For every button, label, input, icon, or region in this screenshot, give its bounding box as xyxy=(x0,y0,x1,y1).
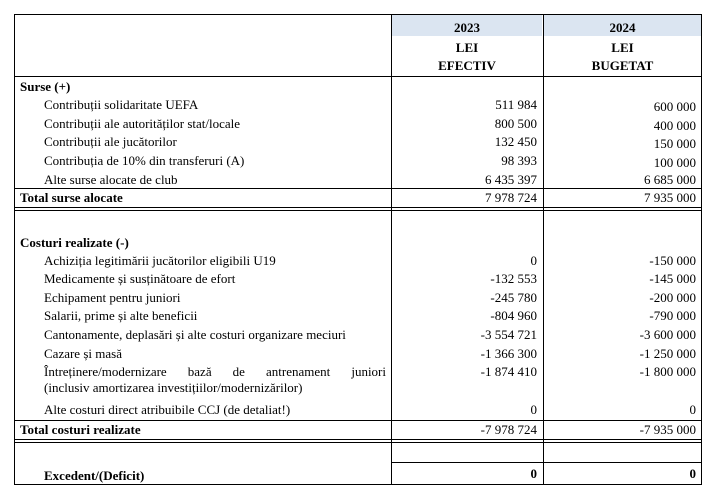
source-row-label: Contribuții ale autorităților stat/locale xyxy=(44,116,241,131)
cost-row-label: Cazare și masă xyxy=(44,346,122,361)
cost-row-label-continued: (inclusiv amortizarea investițiilor/modernizărilor) xyxy=(44,380,303,395)
sources-title: Surse (+) xyxy=(20,79,71,94)
cost-row-2023: 0 xyxy=(530,402,537,417)
cost-row-2024: -1 250 000 xyxy=(639,346,696,361)
cost-row-2024: -200 000 xyxy=(649,290,696,305)
cost-row-label: Întreținere/modernizare bază de antrenament juniori xyxy=(44,364,386,379)
table-bottom-border xyxy=(14,484,701,485)
cost-row-label: Alte costuri direct atribuibile CCJ (de detaliat!) xyxy=(44,402,291,417)
source-row-2024: 100 000 xyxy=(653,155,696,170)
header-type-2024: BUGETAT xyxy=(591,58,654,73)
cost-row-2023: -1 366 300 xyxy=(480,346,537,361)
costs-title: Costuri realizate (-) xyxy=(20,235,129,250)
cost-row-2024: -1 800 000 xyxy=(639,364,696,379)
cost-row-label: Medicamente și susținătoare de efort xyxy=(44,271,236,286)
sources-total-2023: 7 978 724 xyxy=(485,190,537,205)
costs-total-top-border xyxy=(14,420,701,421)
costs-total-2023: -7 978 724 xyxy=(480,422,537,437)
header-type-2023: EFECTIV xyxy=(438,58,496,73)
table-top-border xyxy=(14,14,701,15)
cost-row-label: Salarii, prime și alte beneficii xyxy=(44,308,198,323)
source-row-2024: 150 000 xyxy=(653,136,696,151)
source-row-2023: 98 393 xyxy=(501,153,537,168)
source-row-label: Contribuții solidaritate UEFA xyxy=(44,97,199,112)
source-row-label: Alte surse alocate de club xyxy=(44,172,178,187)
cost-row-2024: -150 000 xyxy=(649,253,696,268)
source-row-2023: 132 450 xyxy=(494,134,537,149)
source-row-2024: 400 000 xyxy=(653,118,696,133)
cost-row-2024: 0 xyxy=(689,402,696,417)
table-right-border xyxy=(701,14,702,485)
cost-row-label: Achiziția legitimării jucătorilor eligibili U19 xyxy=(44,253,276,268)
cost-row-2023: -245 780 xyxy=(490,290,537,305)
source-row-label: Contribuția de 10% din transferuri (A) xyxy=(44,153,245,168)
header-bottom-border xyxy=(14,76,701,77)
costs-total-label: Total costuri realizate xyxy=(20,422,141,437)
sources-total-2024: 7 935 000 xyxy=(644,190,696,205)
cost-row-2023: -1 874 410 xyxy=(480,364,537,379)
result-2024: 0 xyxy=(689,466,696,481)
cost-row-2024: -790 000 xyxy=(649,308,696,323)
result-2023: 0 xyxy=(530,466,537,481)
sources-total-bottom-border-1 xyxy=(14,207,701,208)
source-row-2024: 6 685 000 xyxy=(644,172,696,187)
cost-row-2023: -3 554 721 xyxy=(480,327,537,342)
result-top-border xyxy=(391,462,701,463)
header-currency-2023: LEI xyxy=(455,40,479,55)
source-row-2023: 511 984 xyxy=(495,97,537,112)
sources-total-top-border xyxy=(14,188,701,189)
costs-total-bottom-border-1 xyxy=(14,439,701,440)
source-row-2023: 6 435 397 xyxy=(485,172,537,187)
cost-row-label: Cantonamente, deplasări și alte costuri organizare meciuri xyxy=(44,327,346,342)
result-label: Excedent/(Deficit) xyxy=(44,468,145,483)
cost-row-2024: -145 000 xyxy=(649,271,696,286)
sources-total-label: Total surse alocate xyxy=(20,190,123,205)
cost-row-2023: 0 xyxy=(530,253,537,268)
source-row-2023: 800 500 xyxy=(494,116,537,131)
source-row-2024: 600 000 xyxy=(653,99,696,114)
cost-row-label: Echipament pentru juniori xyxy=(44,290,181,305)
source-row-label: Contribuții ale jucătorilor xyxy=(44,134,177,149)
sources-total-bottom-border-2 xyxy=(14,210,701,211)
cost-row-2024: -3 600 000 xyxy=(639,327,696,342)
cost-row-2023: -804 960 xyxy=(490,308,537,323)
costs-total-2024: -7 935 000 xyxy=(639,422,696,437)
cost-row-2023: -132 553 xyxy=(490,271,537,286)
header-year-2023: 2023 xyxy=(454,20,480,35)
header-currency-2024: LEI xyxy=(611,40,634,55)
costs-total-bottom-border-2 xyxy=(14,442,701,443)
table-left-border xyxy=(14,14,15,485)
header-year-2024: 2024 xyxy=(609,20,636,35)
